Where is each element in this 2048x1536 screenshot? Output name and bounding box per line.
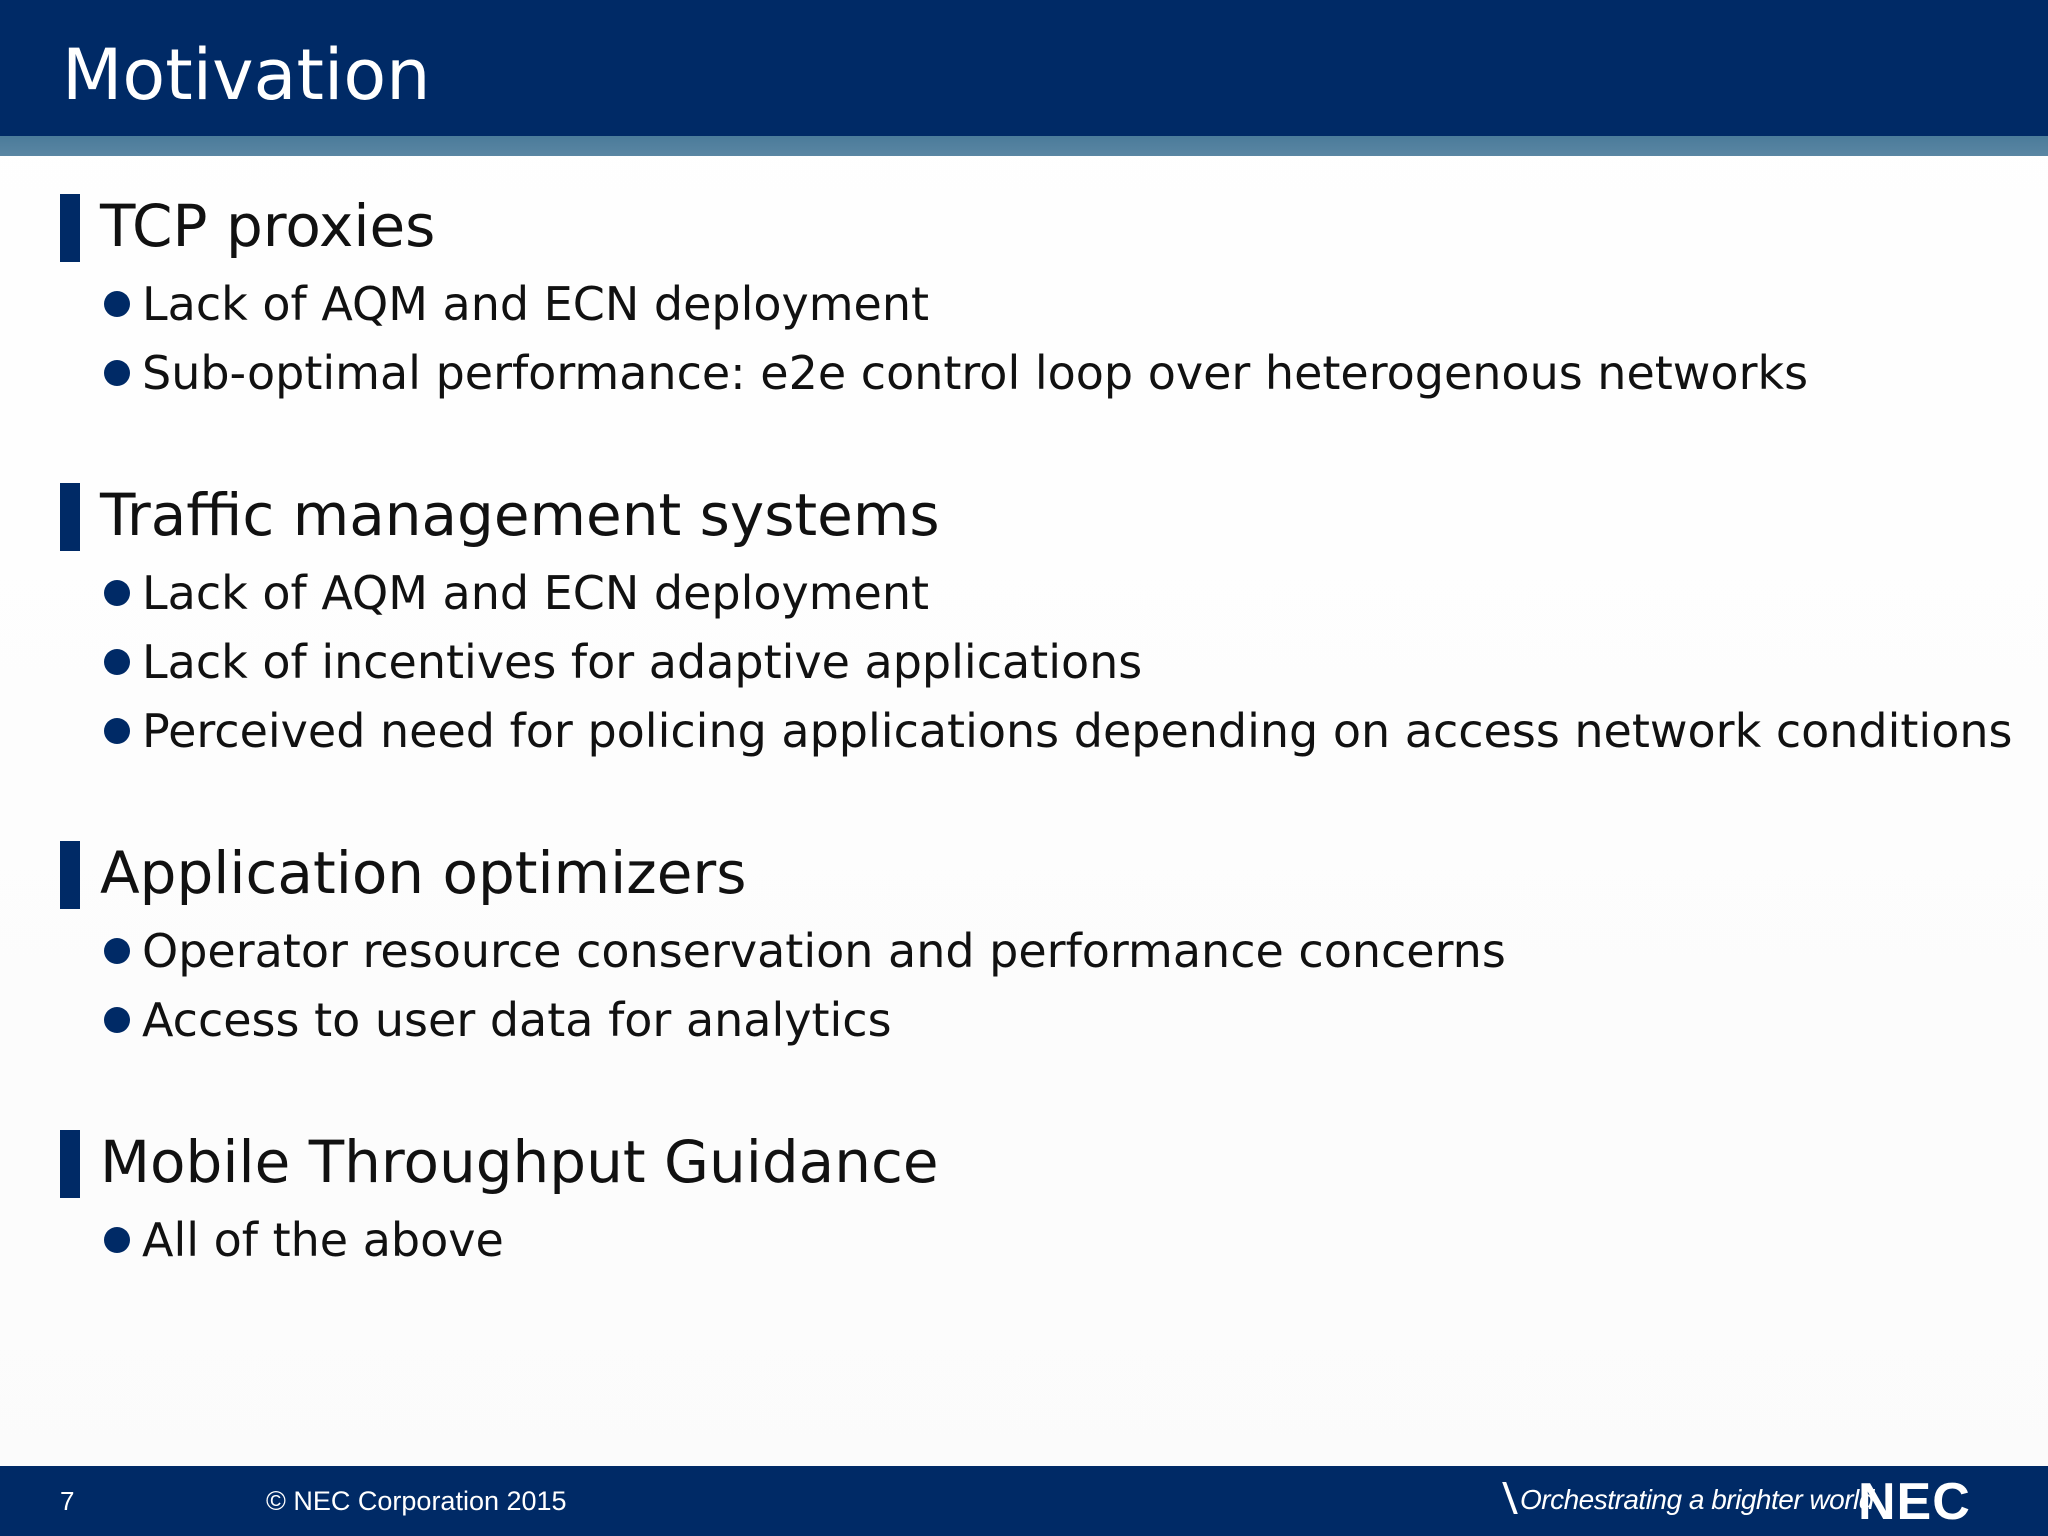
section-marker-icon — [60, 483, 80, 551]
list-item — [100, 703, 2012, 772]
section-marker-icon — [60, 1130, 80, 1198]
section-heading: Application optimizers — [100, 839, 747, 907]
bullet-list — [100, 923, 1506, 1061]
list-item — [100, 276, 1808, 345]
list-item — [100, 565, 2012, 634]
bullet-text: Lack of incentives for adaptive applications — [142, 635, 1143, 689]
page-number: 7 — [60, 1486, 75, 1516]
footer-bar — [0, 1466, 2048, 1536]
bullet-list — [100, 565, 2012, 772]
bullet-text: Operator resource conservation and performance concerns — [142, 924, 1506, 978]
copyright-text: © NEC Corporation 2015 — [266, 1486, 567, 1516]
section-heading: Mobile Throughput Guidance — [100, 1128, 939, 1196]
tagline-label: Orchestrating a brighter world — [1520, 1484, 1874, 1515]
section-heading: Traffic management systems — [100, 481, 940, 549]
bullet-dot-icon — [104, 291, 130, 317]
bullet-dot-icon — [104, 1007, 130, 1033]
list-item — [100, 634, 2012, 703]
bullet-dot-icon — [104, 649, 130, 675]
slide-title: Motivation — [62, 34, 431, 116]
bullet-text: Access to user data for analytics — [142, 993, 892, 1047]
bullet-dot-icon — [104, 580, 130, 606]
section-marker-icon — [60, 194, 80, 262]
company-logo: NEC — [1858, 1473, 1971, 1531]
list-item — [100, 992, 1506, 1061]
bullet-text: Sub-optimal performance: e2e control loop over heterogenous networks — [142, 346, 1809, 400]
bullet-text: Lack of AQM and ECN deployment — [142, 277, 930, 331]
list-item — [100, 923, 1506, 992]
list-item — [100, 345, 1808, 414]
bullet-dot-icon — [104, 718, 130, 744]
bullet-text: Perceived need for policing applications depending on access network conditions — [142, 704, 2013, 758]
list-item — [100, 1212, 504, 1281]
bullet-text: All of the above — [142, 1213, 504, 1267]
section-marker-icon — [60, 841, 80, 909]
section-heading: TCP proxies — [100, 192, 436, 260]
bullet-list — [100, 276, 1808, 414]
bullet-dot-icon — [104, 1227, 130, 1253]
bullet-dot-icon — [104, 360, 130, 386]
tagline-text — [1506, 1482, 1874, 1518]
bullet-text: Lack of AQM and ECN deployment — [142, 566, 930, 620]
bullet-dot-icon — [104, 938, 130, 964]
bullet-list — [100, 1212, 504, 1281]
